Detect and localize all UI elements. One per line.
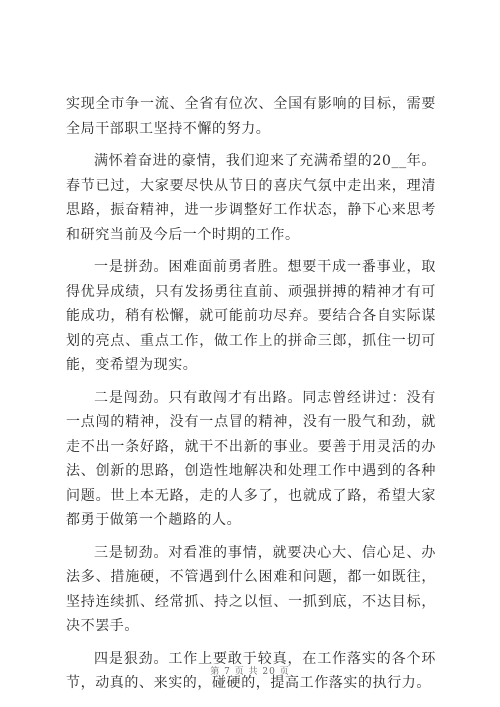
paragraph-new-year: 满怀着奋进的豪情，我们迎来了充满希望的20__年。春节已过，大家要尽快从节日的喜庆气氛中走出来，理清思路，振奋精神，进一步调整好工作状态，静下心来思考和研究当前及今后一个时期的工作。 [66, 153, 436, 243]
document-body [66, 92, 436, 704]
paragraph-renjin: 三是韧劲。对看准的事情，就要决心大、信心足、办法多、措施硬，不管遇到什么困难和问题，都一如既往，坚持连续抓、经常抓、持之以恒、一抓到底，不达目标，决不罢手。 [66, 544, 436, 634]
paragraph-chuangjin: 二是闯劲。只有敢闯才有出路。同志曾经讲过：没有一点闯的精神，没有一点冒的精神，没有一股气和劲，就走不出一条好路，就干不出新的事业。要善于用灵活的办法、创新的思路，创造性地解决和处理工作中遇到的各种问题。世上本无路，走的人多了，也就成了路，希望大家都勇于做第一个趟路的人。 [66, 389, 436, 528]
paragraph-henjin: 四是狠劲。工作上要敢于较真，在工作落实的各个环节，动真的、来实的，碰硬的，提高工作落实的执行力。 [66, 650, 436, 691]
page-number-footer: 第 7 页 共 20 页 [210, 667, 290, 677]
paragraph-continuation: 实现全市争一流、全省有位次、全国有影响的目标，需要全局干部职工坚持不懈的努力。 [66, 96, 436, 137]
paragraph-pinjin: 一是拼劲。困难面前勇者胜。想要干成一番事业，取得优异成绩，只有发扬勇往直前、顽强拼搏的精神才有可能成功，稍有松懈，就可能前功尽弃。要结合各自实际谋划的亮点、重点工作，做工作上的拼命三郎，抓住一切可能，变希望为现实。 [66, 259, 436, 373]
